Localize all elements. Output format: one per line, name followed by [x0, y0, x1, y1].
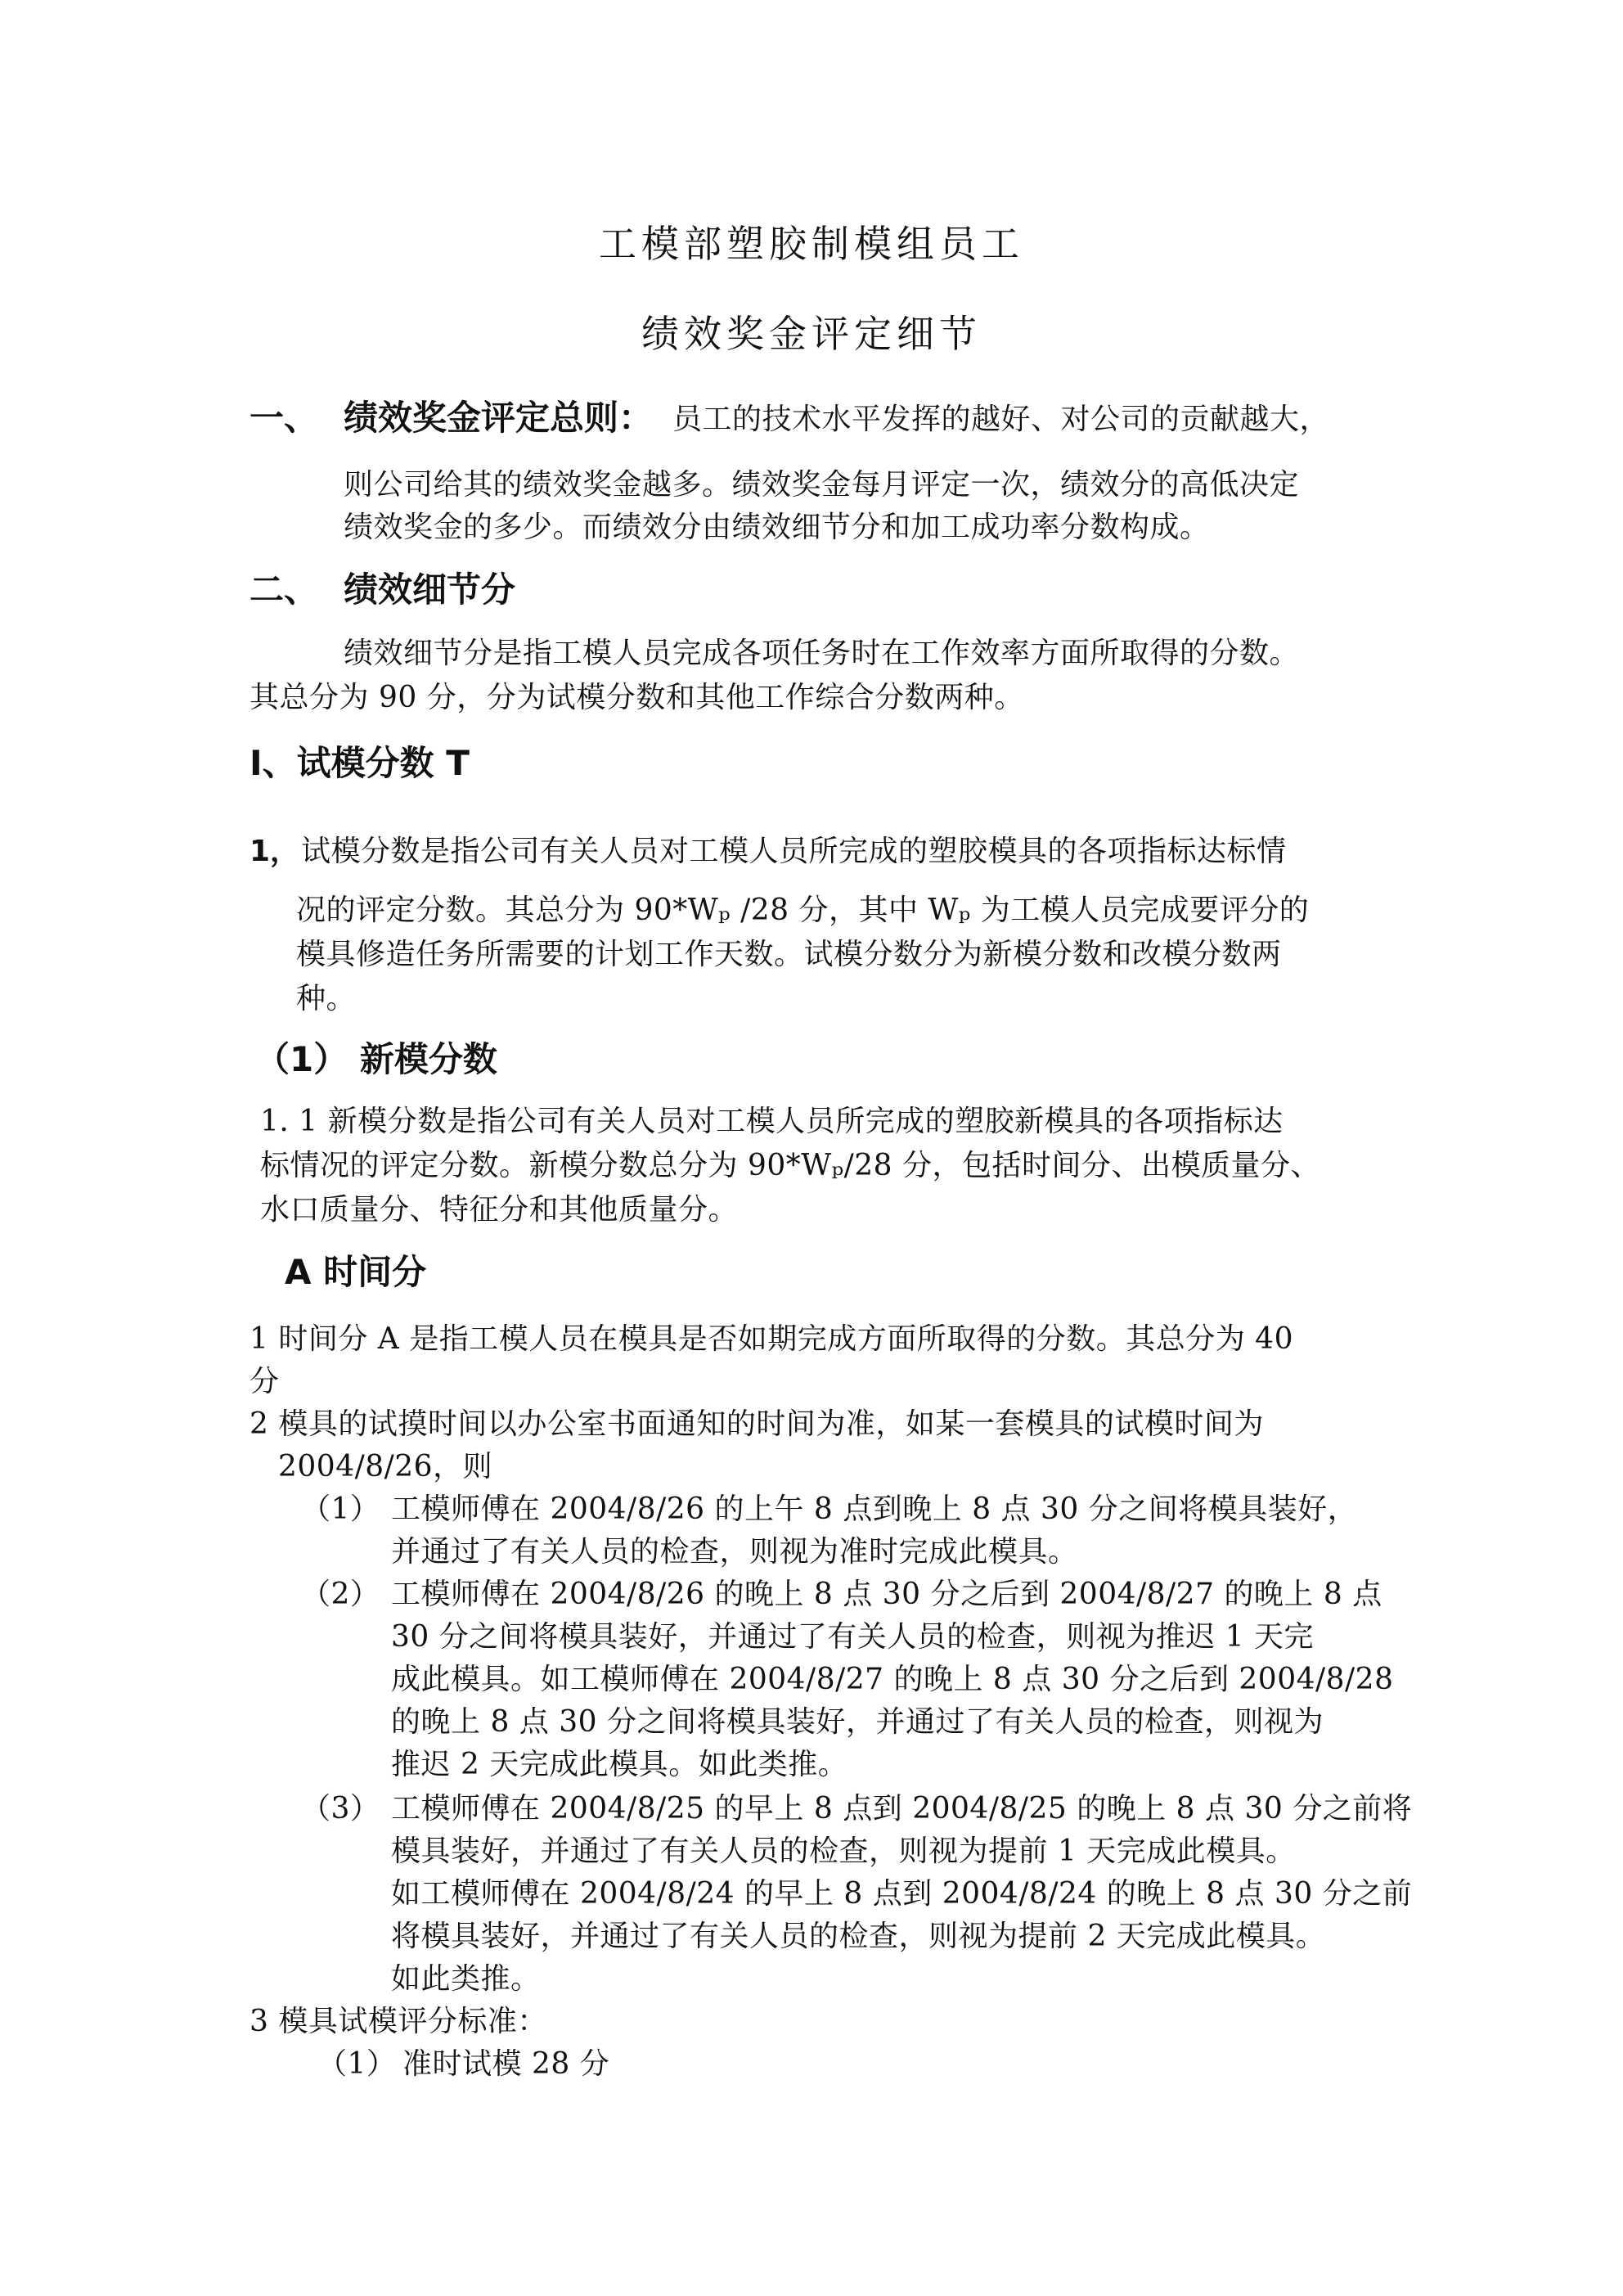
section1-line: 则公司给其的绩效奖金越多。绩效奖金每月评定一次，绩效分的高低决定 — [344, 468, 1300, 502]
section1-line: 员工的技术水平发挥的越好、对公司的贡献越大， — [672, 403, 1330, 436]
section2-heading: 绩效细节分 — [344, 569, 516, 610]
list-item-number: （1） — [317, 2047, 397, 2081]
list-item-line: 如工模师傅在 2004/8/24 的早上 8 点到 2004/8/24 的晚上 8 点 30 分之前 — [391, 1877, 1413, 1911]
subsection1-line: 标情况的评定分数。新模分数总分为 90*Wₚ/28 分，包括时间分、出模质量分、 — [260, 1149, 1321, 1182]
subsectionA-p2-line: 2 模具的试摸时间以办公室书面通知的时间为准，如某一套模具的试模时间为 — [250, 1407, 1264, 1441]
subsection1-line: 水口质量分、特征分和其他质量分。 — [260, 1193, 739, 1227]
subsectionA-p3: 3 模具试模评分标准： — [250, 2005, 547, 2038]
section1-line: 绩效奖金的多少。而绩效分由绩效细节分和加工成功率分数构成。 — [344, 511, 1210, 544]
subsectionA-p1-line: 1 时间分 A 是指工模人员在模具是否如期完成方面所取得的分数。其总分为 40 — [250, 1322, 1293, 1356]
sectionI-item1-line: 种。 — [296, 982, 357, 1015]
sectionI-item1-line: 试模分数是指公司有关人员对工模人员所完成的塑胶模具的各项指标达标情 — [301, 835, 1287, 868]
document-subtitle: 绩效奖金评定细节 — [641, 312, 982, 356]
list-item-line: 工模师傅在 2004/8/26 的上午 8 点到晚上 8 点 30 分之间将模具装好， — [391, 1492, 1358, 1526]
subsectionA-heading: A 时间分 — [285, 1252, 427, 1292]
list-item-line: 模具装好，并通过了有关人员的检查，则视为提前 1 天完成此模具。 — [391, 1835, 1296, 1868]
section2-line: 绩效细节分是指工模人员完成各项任务时在工作效率方面所取得的分数。 — [344, 637, 1300, 670]
subsectionA-p1-line: 分 — [250, 1365, 280, 1398]
list-item-line: 30 分之间将模具装好，并通过了有关人员的检查，则视为推迟 1 天完 — [391, 1620, 1315, 1654]
list-item-line: 工模师傅在 2004/8/26 的晚上 8 点 30 分之后到 2004/8/27 的晚上 8 点 — [391, 1578, 1382, 1611]
list-item-line: 成此模具。如工模师傅在 2004/8/27 的晚上 8 点 30 分之后到 2004/8/28 — [391, 1663, 1394, 1696]
sectionI-heading: I、试模分数 T — [250, 743, 470, 783]
list-item-line: 如此类推。 — [391, 1962, 541, 1996]
sectionI-item1-line: 况的评定分数。其总分为 90*Wₚ /28 分，其中 Wₚ 为工模人员完成要评分的 — [296, 894, 1310, 927]
list-item-line: 的晚上 8 点 30 分之间将模具装好，并通过了有关人员的检查，则视为 — [391, 1705, 1324, 1739]
section1-heading: 绩效奖金评定总则： — [344, 398, 654, 438]
subsection1-heading: （1） 新模分数 — [255, 1039, 497, 1079]
sectionI-item1-line: 模具修造任务所需要的计划工作天数。试模分数分为新模分数和改模分数两 — [296, 938, 1282, 971]
list-item-line: 工模师傅在 2004/8/25 的早上 8 点到 2004/8/25 的晚上 8 点 30 分之前将 — [391, 1792, 1413, 1826]
list-item-number: （3） — [301, 1792, 380, 1826]
list-item-number: （1） — [301, 1492, 380, 1526]
list-item-line: 将模具装好，并通过了有关人员的检查，则视为提前 2 天完成此模具。 — [391, 1920, 1326, 1953]
subsectionA-p2-line: 2004/8/26，则 — [278, 1450, 493, 1483]
sectionI-item1-number: 1， — [250, 835, 300, 868]
list-item-line: 准时试模 28 分 — [402, 2047, 610, 2081]
list-item-line: 推迟 2 天完成此模具。如此类推。 — [391, 1748, 848, 1781]
subsection1-line: 1. 1 新模分数是指公司有关人员对工模人员所完成的塑胶新模具的各项指标达 — [260, 1105, 1284, 1138]
section2-line: 其总分为 90 分，分为试模分数和其他工作综合分数两种。 — [250, 681, 1024, 714]
section1-number: 一、 — [250, 398, 319, 438]
section2-number: 二、 — [250, 569, 319, 610]
list-item-line: 并通过了有关人员的检查，则视为准时完成此模具。 — [391, 1535, 1078, 1569]
list-item-number: （2） — [301, 1578, 380, 1611]
document-title: 工模部塑胶制模组员工 — [599, 222, 1024, 266]
